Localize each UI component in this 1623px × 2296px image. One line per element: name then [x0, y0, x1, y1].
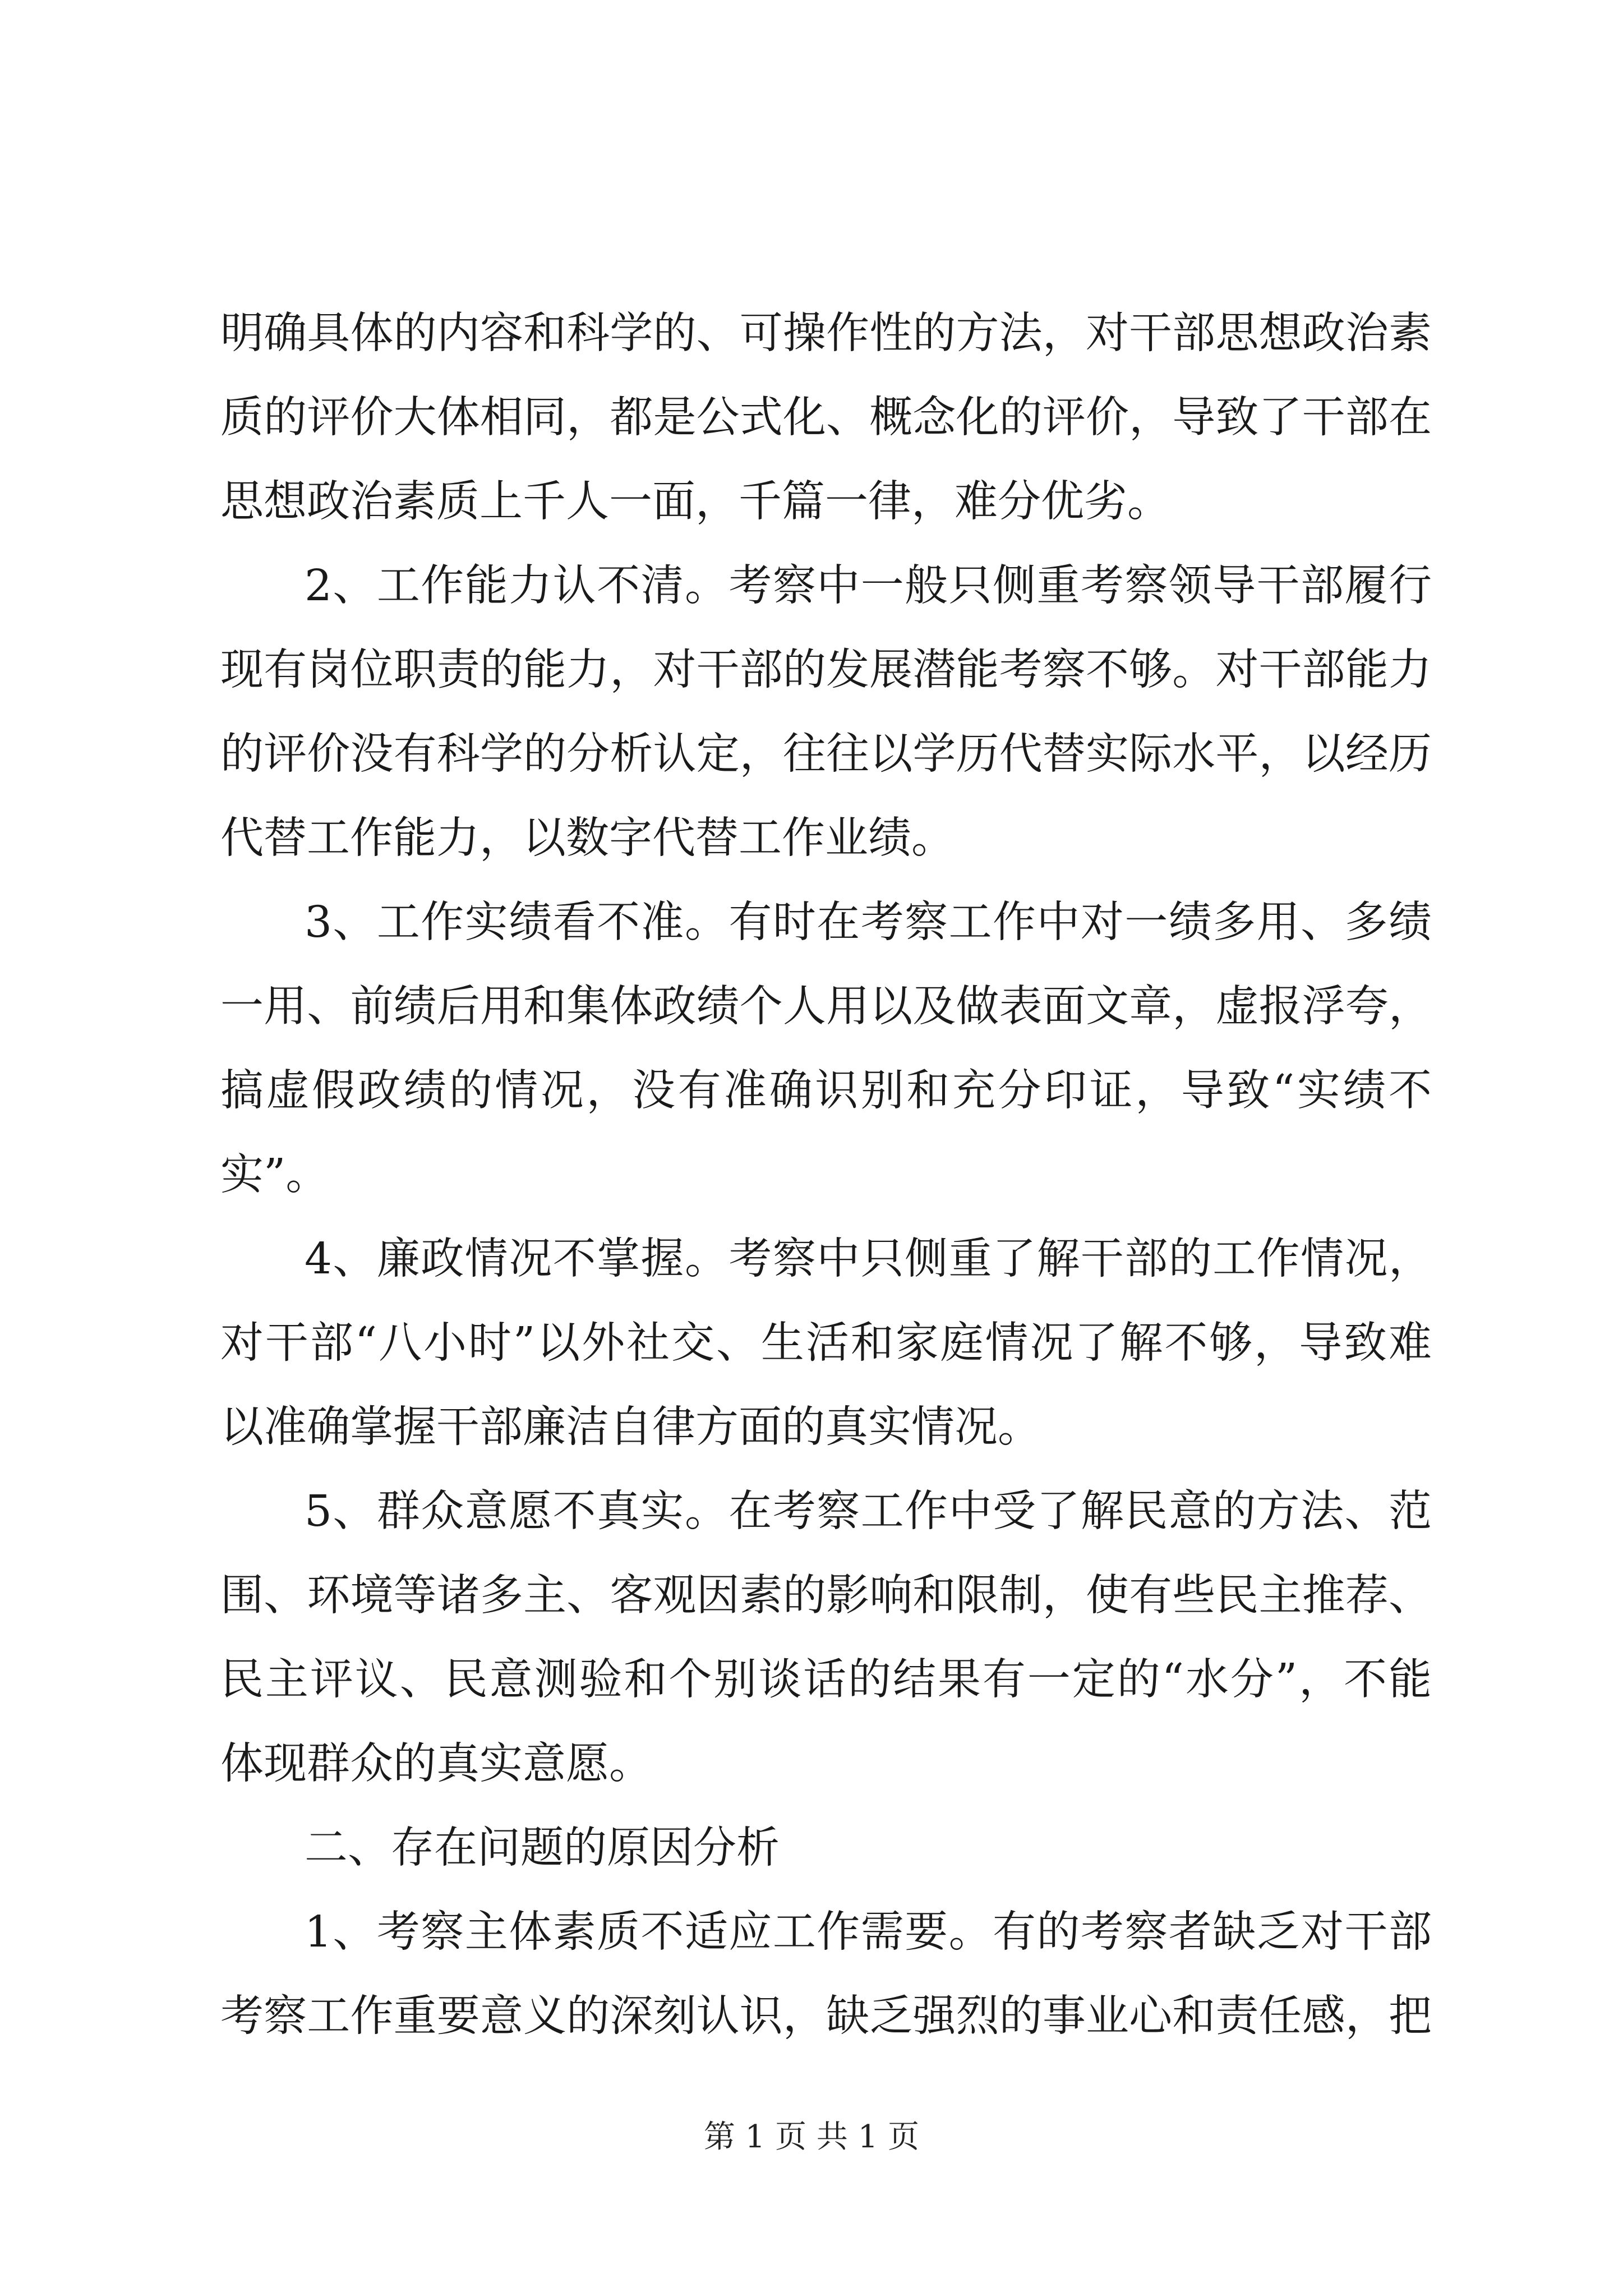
body-text-line: 考察工作重要意义的深刻认识，缺乏强烈的事业心和责任感，把: [220, 1991, 1432, 2041]
body-text-line: 实”。: [220, 1150, 329, 1200]
body-text-line: 对干部“八小时”以外社交、生活和家庭情况了解不够，导致难: [220, 1318, 1432, 1368]
body-text-line: 3、工作实绩看不准。有时在考察工作中对一绩多用、多绩: [305, 898, 1432, 947]
body-text-line: 搞虚假政绩的情况，没有准确识别和充分印证，导致“实绩不: [220, 1066, 1432, 1116]
body-text-line: 现有岗位职责的能力，对干部的发展潜能考察不够。对干部能力: [220, 645, 1432, 695]
body-text-line: 4、廉政情况不掌握。考察中只侧重了解干部的工作情况，: [305, 1234, 1432, 1284]
body-text-line: 质的评价大体相同，都是公式化、概念化的评价，导致了干部在: [220, 393, 1432, 443]
body-text-line: 围、环境等诸多主、客观因素的影响和限制，使有些民主推荐、: [220, 1571, 1432, 1621]
body-text-line: 民主评议、民意测验和个别谈话的结果有一定的“水分”，不能: [220, 1655, 1432, 1705]
body-text-line: 体现群众的真实意愿。: [220, 1739, 652, 1789]
body-text-line: 2、工作能力认不清。考察中一般只侧重考察领导干部履行: [305, 561, 1432, 611]
body-text-line: 5、群众意愿不真实。在考察工作中受了解民意的方法、范: [305, 1487, 1432, 1536]
body-text-line: 代替工作能力，以数字代替工作业绩。: [220, 813, 955, 863]
section-heading: 二、存在问题的原因分析: [305, 1823, 780, 1873]
page-footer: 第 1 页 共 1 页: [703, 2119, 920, 2155]
body-text-line: 明确具体的内容和科学的、可操作性的方法，对干部思想政治素: [220, 309, 1432, 358]
body-text-line: 一用、前绩后用和集体政绩个人用以及做表面文章，虚报浮夸，: [220, 982, 1432, 1032]
body-text-line: 思想政治素质上千人一面，千篇一律，难分优劣。: [220, 477, 1170, 527]
body-text-line: 以准确掌握干部廉洁自律方面的真实情况。: [220, 1402, 1041, 1452]
body-text-line: 1、考察主体素质不适应工作需要。有的考察者缺乏对干部: [305, 1907, 1432, 1957]
body-text-line: 的评价没有科学的分析认定，往往以学历代替实际水平，以经历: [220, 729, 1432, 779]
